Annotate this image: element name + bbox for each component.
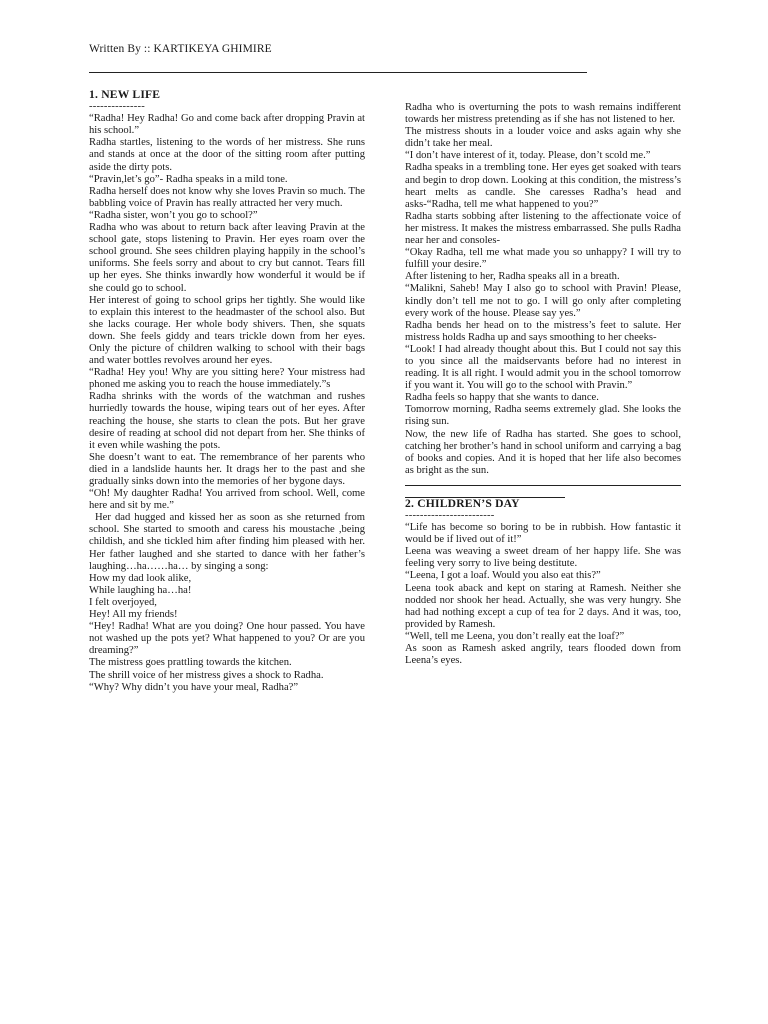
paragraph: “Well, tell me Leena, you don’t really eat the loaf?” xyxy=(405,630,625,642)
paragraph: Her dad hugged and kissed her as soon as she returned from school. She started to smooth and caress his moustache ,being childish, and she tickled him after finding him pleased with her. Her father laughed and she started to dance with her father’s laughing…ha……ha… by singing a song: xyxy=(89,512,365,572)
paragraph: Radha shrinks with the words of the watchman and rushes hurriedly towards the house, wiping tears out of her eyes. After reaching the house, she starts to clean the pots. But her grave desire of reading at school did not depart from her. She thinks of it even while washing the pots. xyxy=(89,391,365,451)
paragraph: “Look! I had already thought about this. But I could not say this to you since all the maidservants before had no interest in reading. It is all right. I would admit you in the school tomorrow if you want it. You will go to the school with Pravin.” xyxy=(405,343,681,392)
paragraph: Radha feels so happy that she wants to dance. xyxy=(405,392,599,404)
paragraph: Now, the new life of Radha has started. She goes to school, catching her brother’s hand in school uniform and carrying a bag of books and copies. And it is hoped that her life also becomes as bright as the sun. xyxy=(405,428,681,476)
paragraph: The mistress shouts in a louder voice and asks again why she didn’t take her meal. xyxy=(405,126,681,150)
section-underline-dashes: --------------- xyxy=(89,101,145,113)
paragraph: “Hey! Radha! What are you doing? One hour passed. You have not washed up the pots yet? What happened to you? Or are you dreaming?” xyxy=(89,621,365,657)
paragraph: Radha bends her head on to the mistress’s feet to salute. Her mistress holds Radha up and says smoothing to her cheeks- xyxy=(405,319,681,343)
left-column xyxy=(89,89,365,694)
paragraph: “Malikni, Saheb! May I also go to school with Pravin! Please, kindly don’t tell me not to go. I will go only after completing every work of the house. Please say yes.” xyxy=(405,283,681,319)
song-verse xyxy=(89,573,365,621)
section-title-childrens-day: 2. CHILDREN’S DAY xyxy=(405,496,520,510)
paragraph: As soon as Ramesh asked angrily, tears flooded down from Leena’s eyes. xyxy=(405,643,681,667)
paragraph: Tomorrow morning, Radha seems extremely glad. She looks the rising sun. xyxy=(405,404,681,428)
paragraph: “Radha sister, won’t you go to school?” xyxy=(89,209,258,221)
paragraph: Radha herself does not know why she loves Pravin so much. The babbling voice of Pravin has really attracted her very much. xyxy=(89,185,365,209)
paragraph: “Pravin,let’s go”- Radha speaks in a mild tone. xyxy=(89,173,288,185)
paragraph: “Life has become so boring to be in rubbish. How fantastic it would be if lived out of it!” xyxy=(405,522,681,546)
author-line: Written By :: KARTIKEYA GHIMIRE xyxy=(89,43,272,55)
paragraph: “Why? Why didn’t you have your meal, Radha?” xyxy=(89,681,299,693)
paragraph: “Radha! Hey Radha! Go and come back after dropping Pravin at his school.” xyxy=(89,113,365,137)
paragraph: “I don’t have interest of it, today. Please, don’t scold me.” xyxy=(405,150,651,162)
verse-line: While laughing ha…ha! xyxy=(89,584,192,596)
paragraph: After listening to her, Radha speaks all in a breath. xyxy=(405,271,620,283)
paragraph: Leena took aback and kept on staring at Ramesh. Neither she nodded nor shook her head. Actually, she was very hungry. She had had nothing except a cup of tea for 2 days. And it was, too, provided by Ramesh. xyxy=(405,582,681,630)
paragraph: Her interest of going to school grips her tightly. She would like to explain this interest to the headmaster of the school also. But she lacks courage. Her whole body shivers. Then, she squats down. She feels giddy and tears trickle down from her eyes. Only the picture of children walking to school with their bags and water bottles revolves around her eyes. xyxy=(89,294,365,367)
paragraph: Radha who is overturning the pots to wash remains indifferent towards her mistress pretending as if she has not listened to her. xyxy=(405,102,681,126)
paragraph: Radha starts sobbing after listening to the affectionate voice of her mistress. It makes the mistress embarrassed. She pulls Radha near her and consoles- xyxy=(405,210,681,247)
paragraph: Radha speaks in a trembling tone. Her eyes get soaked with tears and begin to drop down. Looking at this condition, the mistress’s heart melts as candle. She caresses Radha’s head and asks-“Radha, tell me what happened to you?” xyxy=(405,162,681,210)
verse-line: How my dad look alike, xyxy=(89,572,192,584)
paragraph: “Leena, I got a loaf. Would you also eat this?” xyxy=(405,570,601,582)
paragraph: Radha startles, listening to the words of her mistress. She runs and stands at once at the door of the sitting room after putting aside the dirty pots. xyxy=(89,137,365,173)
header-divider xyxy=(89,72,587,73)
paragraph: Leena was weaving a sweet dream of her happy life. She was feeling very sorry to live being destitute. xyxy=(405,546,681,570)
paragraph: The shrill voice of her mistress gives a shock to Radha. xyxy=(89,669,324,681)
verse-line: Hey! All my friends! xyxy=(89,609,178,621)
paragraph: Radha who was about to return back after leaving Pravin at the school gate, stops listening to Pravin. Her eyes roam over the school ground. She sees children playing happily in the school’s uniforms. She feels sorry and about to cry but cannot. Tears fill up her eyes. She thinks inwardly how wonderful it would be if she could go to school. xyxy=(89,222,365,294)
paragraph: “Oh! My daughter Radha! You arrived from school. Well, come here and sit by me.” xyxy=(89,488,365,512)
paragraph: The mistress goes prattling towards the kitchen. xyxy=(89,657,292,669)
section-title-new-life: 1. NEW LIFE xyxy=(89,88,161,101)
paragraph: “Okay Radha, tell me what made you so unhappy? I will try to fulfill your desire.” xyxy=(405,247,681,271)
section-end-rule xyxy=(405,485,681,486)
paragraph: She doesn’t want to eat. The remembrance of her parents who died in a landslide haunts her. It drags her to the past and she gradually sinks down into the memories of her bygone days. xyxy=(89,451,365,487)
paragraph: “Radha! Hey you! Why are you sitting here? Your mistress had phoned me asking you to reach the house immediately.”s xyxy=(89,367,365,391)
verse-line: I felt overjoyed, xyxy=(89,596,157,608)
right-column xyxy=(405,102,681,667)
section-underline-dashes: ------------------------ xyxy=(405,510,495,521)
